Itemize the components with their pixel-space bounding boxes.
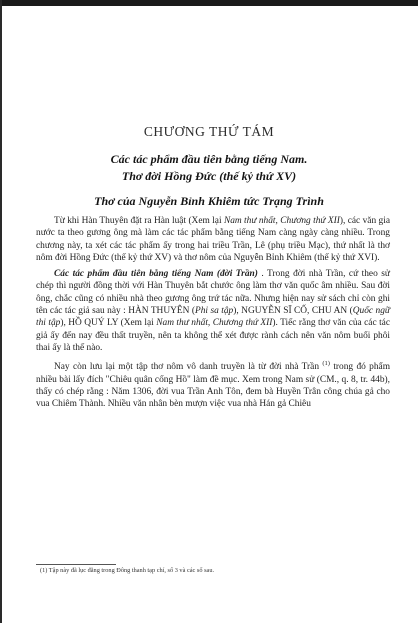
- section-heading-1: Các tác phẩm đầu tiên bằng tiếng Nam.: [110, 152, 308, 166]
- paragraph-3: [36, 358, 390, 410]
- section-heading-3: Thơ của Nguyễn Bỉnh Khiêm tức Trạng Trình: [94, 194, 324, 208]
- footnote: (1) Tập này đã lục đăng trong Đông thanh tạp chí, số 3 và các số sau.: [40, 567, 215, 574]
- p2-ref-italic: Nam thư nhất, Chương thứ XII: [156, 318, 273, 329]
- p2-work-2: Quốc ngữ thi tập: [36, 306, 391, 329]
- paragraph-2: [36, 268, 390, 354]
- section-heading-2: Thơ đời Hồng Đức (thế kỷ thứ XV): [121, 169, 297, 183]
- footnote-divider: [36, 564, 116, 565]
- p2-lead-heading: Các tác phẩm đầu tiên bằng tiếng Nam (đời Trần): [54, 269, 258, 280]
- footnote-marker: (1): [322, 360, 330, 368]
- p1-text-b: ), các văn gia nước ta theo gương ông mà làm các tác phẩm bằng tiếng Nam càng ngày càng nhiều. Trong chương này, ta xét các tác phẩm ấy trong hai triều Trần, Lê (phụ triều Mạc), thứ nhất là thơ nôm đời Hồng Đức (thế kỷ thứ XV) và thơ nôm của Nguyễn Bỉnh Khiêm (thế kỷ thứ XVI).: [36, 216, 390, 263]
- p2-text-a: . Trong đời nhà Trần, cứ theo sử chép thì người đồng thời với Hàn Thuyên bắt chước ông làm thơ văn quốc âm nhiều. Sau đời ông, chắc cũng có nhiều nhà theo gương ông trứ tác nữa. Nhưng hiện nay sử sách chỉ còn ghi tên các tác giả sau này : HÀN THUYÊN (: [36, 269, 391, 317]
- p3-text-b: trong đó phẩm nhiều bài lấy đích "Chiêu quân cống Hồ" làm đề mục. Xem trong Nam sử (CM., q. 8, tr. 44b), thấy có chép rằng : Năm 1306, đời vua Trần Anh Tôn, đem bà Huyền Trân công chúa gả cho vua Chiêm Thành. Nhiều văn nhân bèn mượn việc vua nhà Hán gả Chiêu: [36, 362, 390, 410]
- p3-text-a: Nay còn lưu lại một tập thơ nôm vô danh truyền là từ đời nhà Trần: [54, 362, 323, 373]
- body-text: [36, 215, 390, 415]
- p2-text-c: ), HỒ QUÝ LY (Xem lại: [60, 318, 157, 329]
- p2-work-1: Phi sa tập: [194, 306, 234, 317]
- chapter-title: CHƯƠNG THỨ TÁM: [143, 124, 275, 139]
- p1-text-a: Từ khi Hàn Thuyên đặt ra Hàn luật (Xem lại: [54, 216, 224, 226]
- paragraph-1: [36, 215, 390, 264]
- scan-top-edge: [0, 0, 418, 6]
- p1-ref-italic: Nam thư nhất, Chương thứ XII: [223, 216, 340, 226]
- scan-left-edge: [0, 0, 2, 623]
- p2-text-d: ). Tiếc rằng thơ văn của các tác giả ấy đến nay đều thất truyền, nên ta không thể xét được rành cách nên văn nôm buổi phôi thai ấy là thế nào.: [36, 318, 390, 353]
- p2-text-b: ), NGUYỄN SĨ CỐ, CHU AN (: [233, 306, 353, 317]
